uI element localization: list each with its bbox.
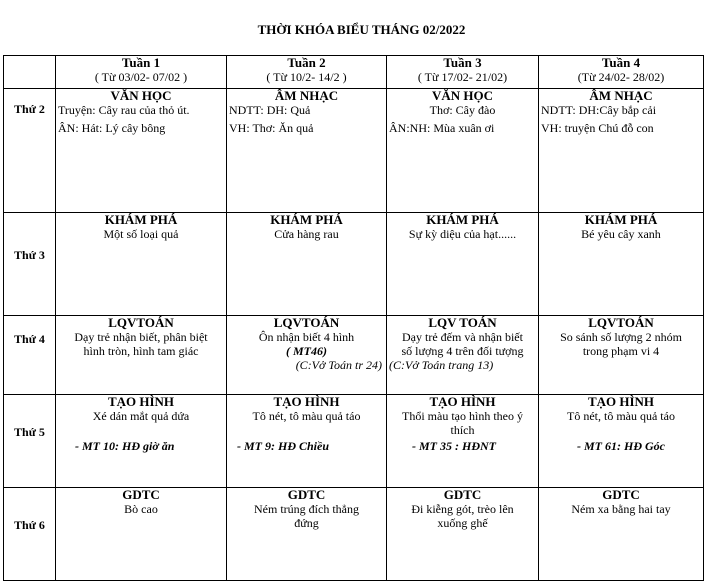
schedule-cell	[387, 488, 539, 581]
week-name: Tuần 1	[121, 55, 161, 70]
activity: Bò cao	[124, 502, 158, 516]
day-label: Thứ 4	[4, 316, 56, 395]
activity: Tô nét, tô màu quả táo	[567, 409, 675, 423]
schedule-cell	[227, 213, 387, 316]
subject: KHÁM PHÁ	[270, 212, 343, 227]
schedule-cell	[56, 488, 227, 581]
subject: GDTC	[287, 487, 326, 502]
header-row	[4, 56, 704, 89]
subject: KHÁM PHÁ	[426, 212, 499, 227]
footer-note: - MT 61: HĐ Góc	[577, 439, 665, 453]
subject: LQVTOÁN	[273, 315, 340, 330]
week-header	[539, 56, 704, 89]
subject: LQVTOÁN	[108, 315, 174, 330]
activity: Dạy trẻ nhận biết, phân biệt	[74, 330, 208, 344]
footer-note: - MT 35 : HĐNT	[412, 439, 496, 453]
day-label: Thứ 2	[4, 89, 56, 213]
subject: VĂN HỌC	[431, 88, 494, 103]
activity: Sự kỳ diệu của hạt......	[408, 227, 517, 241]
page-title: THỜI KHÓA BIỂU THÁNG 02/2022	[257, 22, 466, 37]
subject: LQVTOÁN	[588, 315, 654, 330]
activity-code: ( MT46)	[286, 344, 327, 358]
row-wednesday	[4, 316, 704, 395]
schedule-cell	[387, 316, 539, 395]
week-range: (Từ 24/02- 28/02)	[577, 70, 665, 84]
activity: Bé yêu cây xanh	[581, 227, 661, 241]
activity: ÂN: Hát: Lý cây bông	[58, 121, 166, 135]
activity: xuống ghế	[437, 516, 488, 530]
subject: TẠO HÌNH	[587, 394, 655, 409]
activity: Truyện: Cây rau của thỏ út.	[58, 103, 190, 117]
activity: VH: Thơ: Ăn quả	[229, 121, 314, 135]
activity: Ôn nhận biết 4 hình	[258, 330, 355, 344]
schedule-cell	[227, 89, 387, 213]
activity: Xé dán mắt quả dứa	[92, 409, 190, 423]
week-header	[56, 56, 227, 89]
week-name: Tuần 2	[287, 55, 326, 70]
day-label: Thứ 3	[4, 213, 56, 316]
subject: GDTC	[443, 487, 482, 502]
subject: KHÁM PHÁ	[584, 212, 658, 227]
row-tuesday	[4, 213, 704, 316]
activity: đứng	[294, 516, 319, 530]
subject: GDTC	[602, 487, 640, 502]
activity: NDTT: DH:Cây bắp cải	[541, 103, 657, 117]
activity: thích	[450, 423, 475, 437]
activity: Cửa hàng rau	[274, 227, 339, 241]
subject: TẠO HÌNH	[429, 394, 496, 409]
day-label: Thứ 6	[4, 488, 56, 581]
schedule-cell	[387, 89, 539, 213]
activity: Ném xa bằng hai tay	[571, 502, 671, 516]
schedule-cell	[56, 89, 227, 213]
activity: Đi kiễng gót, trèo lên	[411, 502, 514, 516]
activity: số lượng 4 trên đối tượng	[401, 344, 524, 358]
week-range: ( Từ 17/02- 21/02)	[417, 70, 508, 84]
subject: KHÁM PHÁ	[104, 212, 178, 227]
footer-notes	[0, 439, 723, 455]
activity: Một số loại quả	[103, 227, 179, 241]
activity: trong phạm vi 4	[582, 344, 660, 358]
schedule-cell	[227, 316, 387, 395]
schedule-cell	[56, 213, 227, 316]
subject: ÂM NHẠC	[589, 88, 653, 103]
row-friday	[4, 488, 704, 581]
week-range: ( Từ 03/02- 07/02 )	[94, 70, 188, 84]
schedule-cell	[539, 89, 704, 213]
week-name: Tuần 4	[601, 55, 641, 70]
footer-note: - MT 9: HĐ Chiều	[237, 439, 330, 453]
week-header	[387, 56, 539, 89]
subject: GDTC	[122, 487, 160, 502]
activity-note: (C:Vở Toán trang 13)	[389, 358, 494, 372]
subject: LQV TOÁN	[428, 315, 497, 330]
activity: VH: truyện Chú đỗ con	[541, 121, 654, 135]
day-label: Thứ 5	[4, 395, 56, 488]
activity: Dạy trẻ đếm và nhận biết	[402, 330, 523, 344]
row-monday	[4, 89, 704, 213]
activity: NDTT: DH: Quả	[229, 103, 311, 117]
week-range: ( Từ 10/2- 14/2 )	[266, 70, 347, 84]
week-name: Tuần 3	[443, 55, 482, 70]
schedule-table	[3, 55, 704, 581]
activity: So sánh số lượng 2 nhóm	[560, 330, 682, 344]
subject: VĂN HỌC	[110, 88, 172, 103]
subject: ÂM NHẠC	[274, 88, 339, 103]
activity-note: (C:Vở Toán tr 24)	[295, 358, 382, 372]
activity: Ném trúng đích thẳng	[254, 502, 359, 516]
schedule-cell	[539, 488, 704, 581]
activity: hình tròn, hình tam giác	[83, 344, 199, 358]
week-header	[227, 56, 387, 89]
subject: TẠO HÌNH	[273, 394, 340, 409]
activity: Tô nét, tô màu quả táo	[252, 409, 361, 423]
schedule-cell	[387, 213, 539, 316]
schedule-cell	[539, 213, 704, 316]
activity: ÂN:NH: Mùa xuân ơi	[389, 121, 495, 135]
footer-note: - MT 10: HĐ giờ ăn	[75, 439, 175, 453]
corner-cell	[4, 56, 56, 89]
schedule-cell	[539, 316, 704, 395]
activity: Thơ: Cây đào	[429, 103, 496, 117]
activity: Thổi màu tạo hình theo ý	[402, 409, 523, 423]
schedule-cell	[227, 488, 387, 581]
subject: TẠO HÌNH	[107, 394, 175, 409]
schedule-cell	[56, 316, 227, 395]
